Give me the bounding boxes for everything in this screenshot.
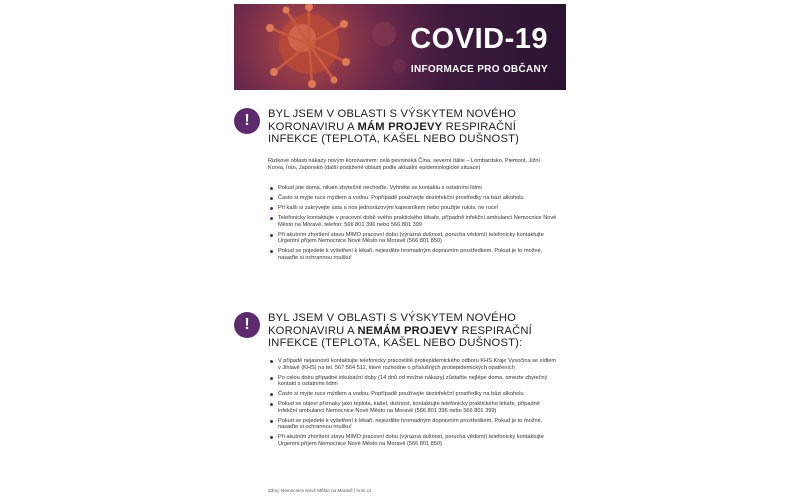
heading-text-end: RESPIRAČNÍ INFEKCE (TEPLOTA, KAŠEL NEBO DUŠNOST) [268,120,520,145]
list-item: Po celou dobu případné inkubační doby (14 dnů od možné nákazy) zůstaňte nejlépe doma, omezte zbytečný kontakt s ostatními lidmi [268,375,558,388]
heading-text: BYL JSEM V OBLASTI S VÝSKYTEM NOVÉHO KORONAVIRU A [268,108,517,133]
list-item: Pokud se pojedete k vyšetření k lékaři, nejezděte hromadným dopravním prostředkem. Pokud je to možné, nasaďte si ochrannou roušku! [268,418,558,431]
risk-areas-text: Rizikové oblasti nákazy novým koronavirem: celá pevninská Čína, severní Itálie – Lombardsko, Piemont, Jižní Korea, Írán, Japonsko (další postižené oblasti podle aktuální epidemiologické situace) [268,158,541,171]
info-leaflet [234,4,566,498]
list-item: Často si myjte ruce mýdlem a vodou. Popřípadě používejte dezinfekční prostředky na bázi alkoholu [268,391,558,398]
section-heading [268,108,564,146]
exclamation-icon: ! [234,312,260,338]
list-item: V případě nejasností kontaktujte telefonicky pracoviště protiepidemického odboru KHS Kraje Vysočina se sídlem v Jihlavě (KHS) na tel. 567 564 511, které rozhodne o příslušných protiepidemických opatřeních [268,358,558,371]
source-footer: Zdroj: Nemocnice Nové Město na Moravě | nnm.cz [268,488,372,493]
heading-emphasis: NEMÁM PROJEVY [357,324,459,337]
list-item: Při kašli si zakrývejte ústa a nos jednorázovým kapesníkem nebo použijte rukáv, ne ruce! [268,205,558,212]
heading-text-end: RESPIRAČNÍ INFEKCE (TEPLOTA, KAŠEL NEBO DUŠNOST): [268,324,532,349]
heading-emphasis: MÁM PROJEVY [357,120,443,133]
virus-icon [266,4,406,88]
banner-title: COVID-19 [410,23,548,55]
list-item: Pokud se objeví příznaky jako teplota, kašel, dušnost, kontaktujte telefonicky praktického lékaře, případně infekční ambulanci Nemocnice Nové Město na Moravě (566 801 396 nebo 566 801 399) [268,401,558,414]
heading-text: BYL JSEM V OBLASTI S VÝSKYTEM NOVÉHO KORONAVIRU A [268,312,517,337]
list-item: Pokud jste doma, nikam zbytečně nechoďte. Vyhněte se kontaktu s ostatními lidmi [268,185,558,192]
section-heading [268,312,564,350]
exclamation-icon: ! [234,108,260,134]
banner-subtitle: INFORMACE PRO OBČANY [410,64,548,75]
list-item: Při akutním zhoršení stavu MIMO pracovní dobu (výrazná dušnost, porucha vědomí) telefonicky kontaktujte Urgentní příjem Nemocnice Nové Město na Moravě (566 801 850) [268,232,558,245]
list-item: Pokud se pojedete k vyšetření k lékaři, nejezděte hromadným dopravním prostředkem. Pokud je to možné, nasaďte si ochrannou roušku! [268,248,558,261]
covid-banner [234,4,566,90]
instructions-list [268,185,558,265]
list-item: Telefonicky kontaktujte v pracovní době svého praktického lékaře, případně infekční ambulanci Nemocnice Nové Město na Moravě, telefon: 566 801 396 nebo 566 801 399 [268,215,558,228]
list-item: Při akutním zhoršení stavu MIMO pracovní dobu (výrazná dušnost, porucha vědomí) telefonicky kontaktujte Urgentní příjem Nemocnice Nové Město na Moravě (566 801 850) [268,434,558,447]
instructions-list [268,358,558,451]
list-item: Často si myjte ruce mýdlem a vodou. Popřípadě používejte dezinfekční prostředky na bázi alkoholu [268,195,558,202]
